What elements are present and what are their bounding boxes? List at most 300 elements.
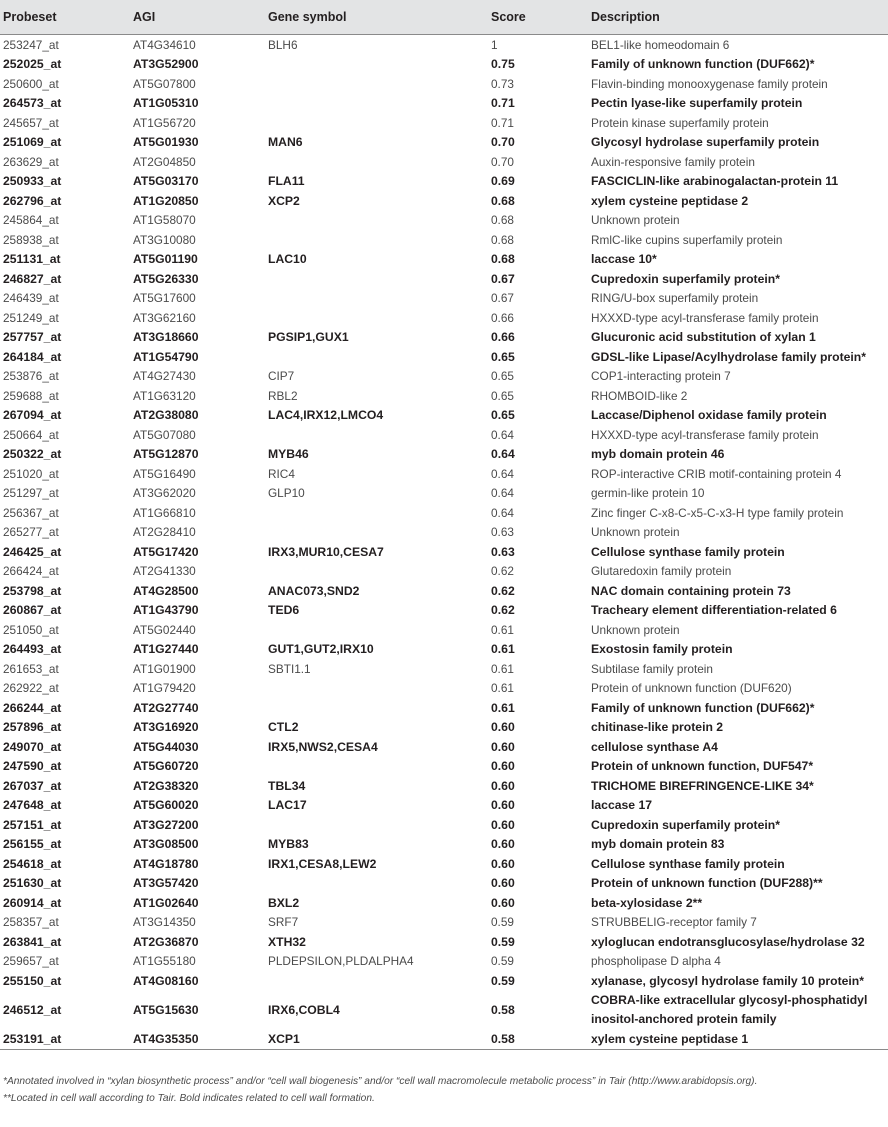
cell-gene-symbol: [265, 289, 488, 309]
cell-agi: AT3G10080: [133, 232, 196, 247]
cell-score: 0.61: [491, 700, 515, 715]
cell-probeset: 257151_at: [3, 817, 62, 832]
cell-description: STRUBBELIG-receptor family 7: [591, 915, 757, 930]
table-row: [0, 425, 888, 445]
cell-score: 0.58: [491, 1002, 515, 1017]
cell-score: 0.66: [491, 330, 515, 345]
cell-agi: AT3G62020: [133, 486, 196, 501]
cell-description: Cellulose synthase family protein: [591, 856, 785, 871]
cell-gene-symbol: [265, 308, 488, 328]
cell-description: BEL1-like homeodomain 6: [591, 37, 730, 52]
table-row: [0, 289, 888, 309]
cell-description: phospholipase D alpha 4: [591, 954, 721, 969]
cell-gene-symbol: [265, 562, 488, 582]
cell-score: 0.64: [491, 466, 514, 481]
cell-score: 0.70: [491, 154, 514, 169]
cell-gene-symbol: XCP1: [265, 1030, 488, 1050]
table-row: [0, 835, 888, 855]
cell-score: 0.71: [491, 96, 515, 111]
cell-agi: AT2G38320: [133, 778, 199, 793]
cell-score: 0.59: [491, 954, 514, 969]
cell-gene-symbol: CIP7: [268, 369, 295, 384]
cell-probeset: 253191_at: [0, 1030, 130, 1050]
cell-gene-symbol: [265, 152, 488, 172]
cell-gene-symbol: [265, 523, 488, 543]
cell-description: Unknown protein: [591, 525, 680, 540]
cell-agi: AT1G63120: [133, 388, 196, 403]
cell-score: 0.66: [491, 310, 514, 325]
cell-gene-symbol: [265, 757, 488, 777]
cell-score: 0.60: [491, 876, 515, 891]
cell-agi: AT3G62160: [133, 310, 196, 325]
cell-gene-symbol: XCP2: [268, 193, 300, 208]
cell-probeset: 262922_at: [3, 681, 59, 696]
cell-gene-symbol: FLA11: [268, 174, 305, 189]
cell-description: xylem cysteine peptidase 2: [591, 193, 749, 208]
cell-description: beta-xylosidase 2**: [591, 895, 703, 910]
cell-probeset: 260867_at: [3, 603, 62, 618]
cell-description: RHOMBOID-like 2: [591, 388, 688, 403]
cell-agi: AT3G18660: [133, 330, 199, 345]
cell-agi: AT2G38080: [133, 408, 199, 423]
cell-description: myb domain protein 83: [591, 837, 725, 852]
table-row: [0, 601, 888, 621]
cell-description: NAC domain containing protein 73: [591, 583, 791, 598]
table-row: [0, 679, 888, 699]
cell-probeset: 264493_at: [3, 642, 62, 657]
cell-probeset: 251131_at: [3, 252, 61, 267]
cell-score: 0.64: [491, 447, 515, 462]
cell-score: 0.60: [491, 895, 515, 910]
cell-probeset: 259688_at: [3, 388, 59, 403]
cell-gene-symbol: [265, 971, 488, 991]
table-row: [0, 367, 888, 387]
cell-score: 0.63: [491, 525, 514, 540]
cell-description: Tracheary element differentiation-related 6: [591, 603, 837, 618]
table-row: [0, 464, 888, 484]
table-row: [0, 308, 888, 328]
cell-agi: AT4G28500: [133, 583, 199, 598]
cell-probeset: 267094_at: [3, 408, 62, 423]
cell-probeset: 266424_at: [3, 564, 59, 579]
cell-probeset: 253247_at: [3, 37, 59, 52]
cell-agi: AT4G27430: [133, 369, 196, 384]
cell-score: 0.64: [491, 486, 514, 501]
cell-score: 0.60: [491, 856, 515, 871]
header-description: Description: [588, 0, 888, 35]
cell-gene-symbol: [265, 74, 488, 94]
table-body: [0, 35, 888, 1050]
cell-agi: AT5G01190: [133, 252, 198, 267]
cell-description: TRICHOME BIREFRINGENCE-LIKE 34*: [591, 778, 814, 793]
cell-gene-symbol: [265, 230, 488, 250]
cell-description: xylanase, glycosyl hydrolase family 10 protein*: [591, 973, 864, 988]
cell-description: laccase 17: [591, 798, 652, 813]
cell-score: 0.62: [491, 603, 515, 618]
cell-agi: AT5G60720: [133, 759, 199, 774]
cell-description: RING/U-box superfamily protein: [591, 291, 759, 306]
cell-score: 0.71: [491, 115, 514, 130]
header-gene-symbol: Gene symbol: [265, 0, 488, 35]
cell-score: 0.63: [491, 544, 515, 559]
cell-score: 0.67: [491, 271, 515, 286]
header-probeset: Probeset: [0, 0, 130, 35]
cell-score: 0.73: [491, 76, 514, 91]
cell-score: 1: [491, 37, 498, 52]
cell-agi: AT1G55180: [133, 954, 196, 969]
cell-probeset: 256155_at: [3, 837, 62, 852]
cell-probeset: 264573_at: [3, 96, 62, 111]
table-row: [0, 1030, 888, 1050]
cell-score: 0.64: [491, 505, 514, 520]
cell-agi: AT1G01900: [133, 661, 196, 676]
cell-probeset: 250933_at: [3, 174, 62, 189]
cell-score: 0.65: [491, 369, 514, 384]
cell-gene-symbol: ANAC073,SND2: [268, 583, 360, 598]
cell-score: 0.61: [491, 661, 514, 676]
cell-agi: AT5G01930: [133, 135, 199, 150]
cell-gene-symbol: PGSIP1,GUX1: [268, 330, 349, 345]
cell-probeset: 258938_at: [3, 232, 59, 247]
cell-agi: AT5G17420: [133, 544, 199, 559]
cell-gene-symbol: PLDEPSILON,PLDALPHA4: [268, 954, 414, 969]
cell-agi: AT2G41330: [133, 564, 196, 579]
cell-score: 0.60: [491, 720, 515, 735]
cell-probeset: 261653_at: [3, 661, 59, 676]
cell-description: Cupredoxin superfamily protein*: [591, 817, 780, 832]
cell-description: ROP-interactive CRIB motif-containing protein 4: [591, 466, 842, 481]
cell-agi: AT3G27200: [133, 817, 199, 832]
table-row: [0, 659, 888, 679]
table-row: [0, 484, 888, 504]
table-row: [0, 991, 888, 1030]
cell-description: Cellulose synthase family protein: [591, 544, 785, 559]
table-row: [0, 913, 888, 933]
cell-description: Glutaredoxin family protein: [591, 564, 732, 579]
table-row: [0, 562, 888, 582]
table-row: [0, 757, 888, 777]
table-row: [0, 718, 888, 738]
cell-agi: AT1G05310: [133, 96, 199, 111]
cell-gene-symbol: IRX1,CESA8,LEW2: [268, 856, 377, 871]
table-row: [0, 133, 888, 153]
cell-description: chitinase-like protein 2: [591, 720, 724, 735]
table-row: [0, 269, 888, 289]
cell-gene-symbol: TED6: [268, 603, 300, 618]
cell-probeset: 260914_at: [3, 895, 62, 910]
cell-score: 0.60: [491, 778, 515, 793]
cell-gene-symbol: [265, 269, 488, 289]
cell-probeset: 257896_at: [3, 720, 62, 735]
cell-gene-symbol: SRF7: [268, 915, 299, 930]
cell-description: HXXXD-type acyl-transferase family protein: [591, 310, 819, 325]
cell-score: 0.61: [491, 622, 514, 637]
table-row: [0, 796, 888, 816]
cell-gene-symbol: [265, 211, 488, 231]
cell-probeset: 259657_at: [3, 954, 59, 969]
cell-description: Protein kinase superfamily protein: [591, 115, 769, 130]
table-row: [0, 152, 888, 172]
cell-probeset: 255150_at: [3, 973, 62, 988]
cell-description: Protein of unknown function (DUF288)**: [591, 876, 823, 891]
cell-gene-symbol: RBL2: [268, 388, 298, 403]
cell-description: myb domain protein 46: [591, 447, 725, 462]
cell-agi: AT5G60020: [133, 798, 199, 813]
cell-probeset: 251020_at: [3, 466, 59, 481]
table-row: [0, 328, 888, 348]
cell-gene-symbol: [265, 815, 488, 835]
table-row: [0, 347, 888, 367]
table-row: [0, 74, 888, 94]
cell-description: Protein of unknown function (DUF620): [591, 681, 792, 696]
cell-score: 0.69: [491, 174, 515, 189]
cell-gene-symbol: XTH32: [268, 934, 306, 949]
header-score: Score: [488, 0, 588, 35]
cell-probeset: 251050_at: [3, 622, 59, 637]
table-row: [0, 542, 888, 562]
cell-agi: AT1G27440: [133, 642, 199, 657]
cell-description: cellulose synthase A4: [591, 739, 718, 754]
cell-gene-symbol: [265, 425, 488, 445]
cell-agi: AT5G26330: [133, 271, 199, 286]
cell-description: Protein of unknown function, DUF547*: [591, 759, 814, 774]
footnote-1: *Annotated involved in “xylan biosynthetic process” and/or “cell wall biogenesis” and/or “cell wall macromolecule metabolic process” in Tair (http://www.arabidopsis.org).: [3, 1076, 758, 1087]
cell-probeset: 246425_at: [3, 544, 62, 559]
table-row: [0, 893, 888, 913]
cell-probeset: 245657_at: [3, 115, 59, 130]
cell-agi: AT3G52900: [133, 57, 199, 72]
cell-agi: AT4G08160: [133, 973, 199, 988]
cell-score: 0.59: [491, 934, 515, 949]
cell-gene-symbol: MAN6: [268, 135, 303, 150]
cell-agi: AT5G17600: [133, 291, 196, 306]
cell-description: Zinc finger C-x8-C-x5-C-x3-H type family protein: [591, 505, 844, 520]
cell-probeset: 254618_at: [3, 856, 62, 871]
cell-agi: AT1G20850: [133, 193, 199, 208]
cell-gene-symbol: [265, 620, 488, 640]
table-row: [0, 445, 888, 465]
cell-agi: AT5G12870: [133, 447, 199, 462]
cell-agi: AT2G28410: [133, 525, 196, 540]
table-row: [0, 55, 888, 75]
cell-probeset: 250664_at: [3, 427, 59, 442]
cell-agi: AT3G08500: [133, 837, 199, 852]
cell-gene-symbol: LAC10: [268, 252, 307, 267]
table-row: [0, 776, 888, 796]
cell-gene-symbol: GLP10: [268, 486, 305, 501]
cell-score: 0.68: [491, 252, 515, 267]
cell-score: 0.58: [488, 1030, 588, 1050]
cell-description: Glucuronic acid substitution of xylan 1: [591, 330, 816, 345]
cell-agi: AT5G44030: [133, 739, 199, 754]
cell-gene-symbol: LAC4,IRX12,LMCO4: [268, 408, 384, 423]
cell-description: Exostosin family protein: [591, 642, 733, 657]
cell-probeset: 246512_at: [3, 1002, 62, 1017]
cell-probeset: 263841_at: [3, 934, 62, 949]
cell-agi: AT1G02640: [133, 895, 199, 910]
cell-probeset: 250322_at: [3, 447, 62, 462]
table-row: [0, 581, 888, 601]
cell-agi: AT5G15630: [133, 1002, 199, 1017]
cell-probeset: 262796_at: [3, 193, 62, 208]
cell-score: 0.70: [491, 135, 515, 150]
cell-score: 0.65: [491, 349, 515, 364]
cell-description: Laccase/Diphenol oxidase family protein: [591, 408, 827, 423]
cell-description: GDSL-like Lipase/Acylhydrolase family protein*: [591, 349, 866, 364]
cell-agi: AT1G58070: [133, 213, 196, 228]
cell-score: 0.60: [491, 837, 515, 852]
cell-description: Unknown protein: [591, 622, 680, 637]
cell-gene-symbol: MYB83: [268, 837, 309, 852]
cell-score: 0.65: [491, 388, 514, 403]
cell-probeset: 249070_at: [3, 739, 62, 754]
cell-description: Auxin-responsive family protein: [591, 154, 755, 169]
table-row: [0, 620, 888, 640]
cell-gene-symbol: TBL34: [268, 778, 306, 793]
table-row: [0, 952, 888, 972]
cell-agi: AT4G35350: [130, 1030, 265, 1050]
table-row: [0, 932, 888, 952]
cell-agi: AT2G36870: [133, 934, 199, 949]
table-row: [0, 815, 888, 835]
cell-score: 0.61: [491, 681, 514, 696]
cell-score: 0.68: [491, 232, 514, 247]
table-header-row: [0, 0, 888, 35]
cell-description: Subtilase family protein: [591, 661, 713, 676]
cell-agi: AT1G66810: [133, 505, 196, 520]
cell-agi: AT1G43790: [133, 603, 199, 618]
cell-description: Flavin-binding monooxygenase family protein: [591, 76, 828, 91]
table-row: [0, 230, 888, 250]
cell-score: 0.60: [491, 798, 515, 813]
table-row: [0, 503, 888, 523]
cell-description: FASCICLIN-like arabinogalactan-protein 11: [591, 174, 839, 189]
table-row: [0, 386, 888, 406]
cell-probeset: 246827_at: [3, 271, 62, 286]
cell-description: Family of unknown function (DUF662)*: [591, 700, 815, 715]
cell-gene-symbol: IRX6,COBL4: [268, 1002, 340, 1017]
cell-score: 0.68: [491, 213, 514, 228]
cell-agi: AT1G79420: [133, 681, 196, 696]
cell-agi: AT3G14350: [133, 915, 196, 930]
cell-gene-symbol: [265, 347, 488, 367]
cell-description: COP1-interacting protein 7: [591, 369, 731, 384]
table-row: [0, 854, 888, 874]
cell-probeset: 257757_at: [3, 330, 62, 345]
cell-description: RmlC-like cupins superfamily protein: [591, 232, 783, 247]
cell-description: COBRA-like extracellular glycosyl-phosphatidyl inositol-anchored protein family: [591, 993, 868, 1026]
footnotes: [3, 1073, 883, 1107]
cell-gene-symbol: IRX5,NWS2,CESA4: [268, 739, 378, 754]
cell-agi: AT5G02440: [133, 622, 196, 637]
cell-agi: AT1G56720: [133, 115, 196, 130]
cell-probeset: 264184_at: [3, 349, 62, 364]
cell-description: Family of unknown function (DUF662)*: [591, 57, 815, 72]
table-row: [0, 211, 888, 231]
cell-gene-symbol: GUT1,GUT2,IRX10: [268, 642, 374, 657]
cell-score: 0.62: [491, 583, 515, 598]
footnote-2: **Located in cell wall according to Tair. Bold indicates related to cell wall formation.: [3, 1093, 375, 1104]
cell-score: 0.62: [491, 564, 514, 579]
table-row: [0, 172, 888, 192]
table-row: [0, 113, 888, 133]
cell-probeset: 247648_at: [3, 798, 62, 813]
cell-score: 0.60: [491, 759, 515, 774]
cell-score: 0.61: [491, 642, 515, 657]
cell-gene-symbol: [265, 94, 488, 114]
header-agi: AGI: [130, 0, 265, 35]
cell-gene-symbol: [265, 679, 488, 699]
table-row: [0, 971, 888, 991]
cell-description: xyloglucan endotransglucosylase/hydrolase 32: [591, 934, 865, 949]
cell-gene-symbol: [265, 55, 488, 75]
table-row: [0, 191, 888, 211]
cell-probeset: 266244_at: [3, 700, 62, 715]
table-row: [0, 523, 888, 543]
table-row: [0, 94, 888, 114]
cell-description: laccase 10*: [591, 252, 657, 267]
cell-agi: AT2G04850: [133, 154, 196, 169]
table-row: [0, 640, 888, 660]
cell-description: Glycosyl hydrolase superfamily protein: [591, 135, 820, 150]
cell-agi: AT5G07080: [133, 427, 196, 442]
table-row: [0, 874, 888, 894]
cell-gene-symbol: MYB46: [268, 447, 309, 462]
cell-probeset: 267037_at: [3, 778, 62, 793]
table-row: [0, 35, 888, 55]
cell-description: germin-like protein 10: [591, 486, 705, 501]
cell-score: 0.59: [491, 915, 514, 930]
cell-probeset: 250600_at: [3, 76, 59, 91]
cell-gene-symbol: [265, 874, 488, 894]
cell-agi: AT5G16490: [133, 466, 196, 481]
cell-probeset: 253798_at: [3, 583, 62, 598]
cell-probeset: 265277_at: [3, 525, 59, 540]
cell-description: xylem cysteine peptidase 1: [588, 1030, 888, 1050]
cell-gene-symbol: [265, 503, 488, 523]
cell-probeset: 253876_at: [3, 369, 59, 384]
cell-agi: AT5G03170: [133, 174, 199, 189]
cell-gene-symbol: [265, 698, 488, 718]
table-row: [0, 698, 888, 718]
cell-agi: AT3G57420: [133, 876, 199, 891]
cell-agi: AT5G07800: [133, 76, 196, 91]
cell-probeset: 252025_at: [3, 57, 62, 72]
cell-agi: AT4G34610: [133, 37, 196, 52]
cell-agi: AT4G18780: [133, 856, 199, 871]
table-row: [0, 406, 888, 426]
cell-probeset: 247590_at: [3, 759, 62, 774]
cell-probeset: 251297_at: [3, 486, 59, 501]
cell-score: 0.65: [491, 408, 515, 423]
cell-probeset: 245864_at: [3, 213, 59, 228]
cell-description: Unknown protein: [591, 213, 680, 228]
cell-score: 0.59: [491, 973, 515, 988]
cell-gene-symbol: LAC17: [268, 798, 307, 813]
cell-score: 0.75: [491, 57, 515, 72]
cell-probeset: 251630_at: [3, 876, 62, 891]
cell-score: 0.68: [491, 193, 515, 208]
cell-gene-symbol: SBTI1.1: [268, 661, 311, 676]
cell-probeset: 251249_at: [3, 310, 59, 325]
cell-gene-symbol: [265, 113, 488, 133]
cell-gene-symbol: CTL2: [268, 720, 299, 735]
table-row: [0, 250, 888, 270]
cell-description: Cupredoxin superfamily protein*: [591, 271, 780, 286]
cell-score: 0.60: [491, 817, 515, 832]
cell-probeset: 258357_at: [3, 915, 59, 930]
cell-probeset: 263629_at: [3, 154, 59, 169]
